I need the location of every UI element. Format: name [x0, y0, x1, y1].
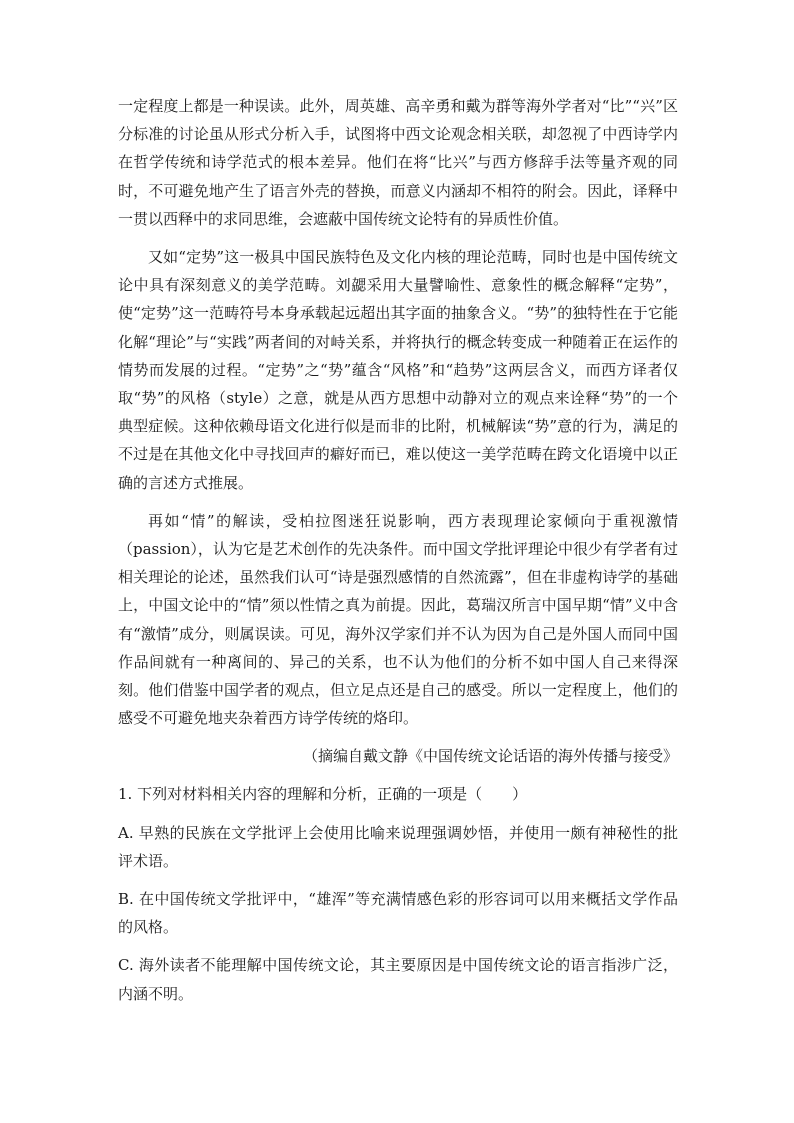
passage-paragraph-2: 又如“定势”这一极具中国民族特色及文化内核的理论范畴，同时也是中国传统文论中具有深刻意义的美学范畴。刘勰采用大量譬喻性、意象性的概念解释“定势”，使“定势”这一范畴符号本身承载起远超出其字面的抽象含义。“势”的独特性在于它能化解“理论”与“实践”两者间的对峙关系，并将执行的概念转变成一种随着正在运作的情势而发展的过程。“定势”之“势”蕴含“风格”和“趋势”这两层含义，而西方译者仅取“势”的风格（style）之意，就是从西方思想中动静对立的观点来诠释“势”的一个典型症候。这种依赖母语文化进行似是而非的比附，机械解读“势”意的行为，满足的不过是在其他文化中寻找回声的癖好而已，难以使这一美学范畴在跨文化语境中以正确的言述方式推展。 — [118, 248, 678, 492]
source-citation: （摘编自戴文静《中国传统文论话语的海外传播与接受》 — [302, 747, 678, 766]
document-page — [118, 92, 678, 1008]
option-c: C. 海外读者不能理解中国传统文论，其主要原因是中国传统文论的语言指涉广泛，内涵不明。 — [118, 956, 678, 1003]
option-b: B. 在中国传统文学批评中，“雄浑”等充满情感色彩的形容词可以用来概括文学作品的风格。 — [118, 890, 678, 937]
passage-paragraph-1: 一定程度上都是一种误读。此外，周英雄、高辛勇和戴为群等海外学者对“比”“兴”区分标准的讨论虽从形式分析入手，试图将中西文论观念相关联，却忽视了中西诗学内在哲学传统和诗学范式的根本差异。他们在将“比兴”与西方修辞手法等量齐观的同时，不可避免地产生了语言外壳的替换，而意义内涵却不相符的附会。因此，译释中一贯以西释中的求同思维，会遮蔽中国传统文论特有的异质性价值。 — [118, 97, 678, 228]
question-stem: 1. 下列对材料相关内容的理解和分析，正确的一项是（ ） — [118, 785, 528, 804]
option-a: A. 早熟的民族在文学批评上会使用比喻来说理强调妙悟，并使用一颇有神秘性的批评术语。 — [118, 823, 678, 870]
passage-paragraph-3: 再如“情”的解读，受柏拉图迷狂说影响，西方表现理论家倾向于重视激情（passion），认为它是艺术创作的先决条件。而中国文学批评理论中很少有学者有过相关理论的论述，虽然我们认可“诗是强烈感情的自然流露”，但在非虚构诗学的基础上，中国文论中的“情”须以性情之真为前提。因此，葛瑞汉所言中国早期“情”义中含有“激情”成分，则属误读。可见，海外汉学家们并不认为因为自己是外国人而同中国作品间就有一种离间的、异己的关系，也不认为他们的分析不如中国人自己来得深刻。他们借鉴中国学者的观点，但立足点还是自己的感受。所以一定程度上，他们的感受不可避免地夹杂着西方诗学传统的烙印。 — [118, 511, 678, 728]
